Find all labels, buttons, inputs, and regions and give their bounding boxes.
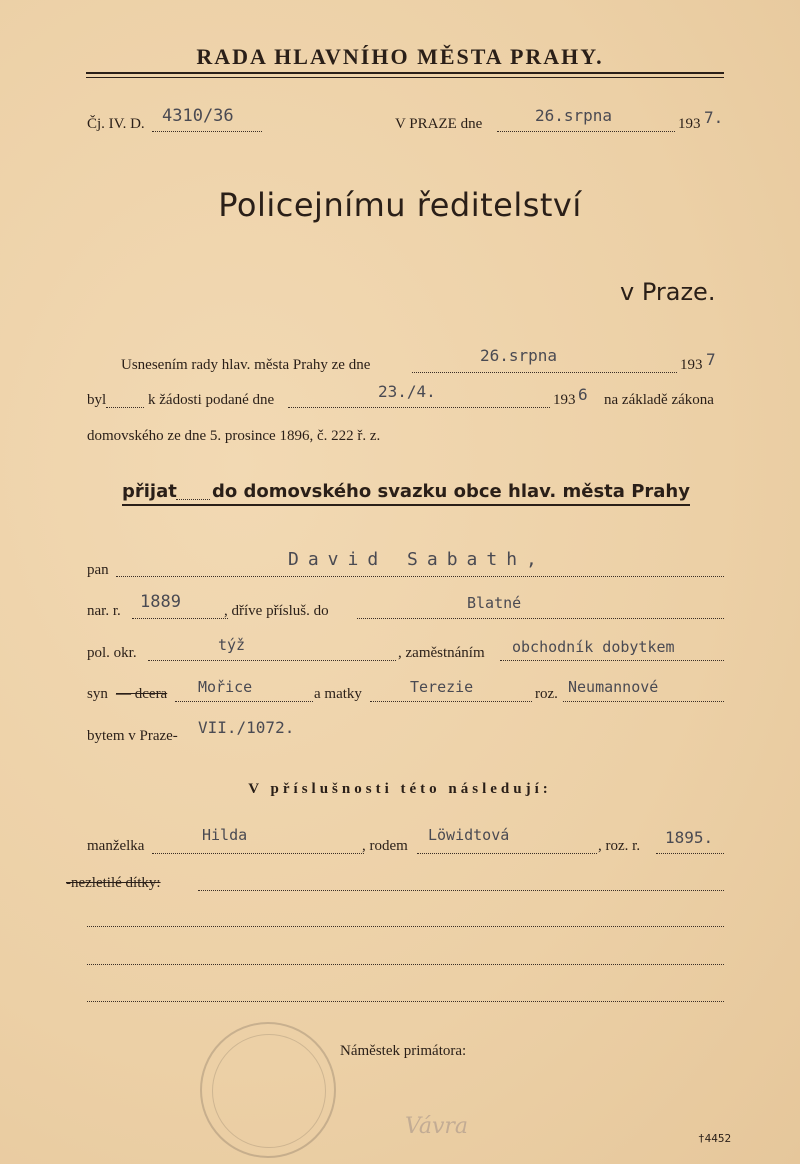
mother-maiden-name: Neumannové (568, 678, 659, 696)
district-label: pol. okr. (87, 645, 137, 661)
byl-label: byl (87, 392, 107, 408)
former-label: , dříve přísluš. do (224, 603, 329, 619)
born-year: 1889 (140, 592, 181, 612)
children-label: -nezletilé dítky: (66, 875, 161, 891)
ref-value: 4310/36 (162, 106, 234, 126)
place-label: V PRAZE dne (395, 116, 483, 132)
date-value: 26.srpna (535, 106, 613, 125)
signature: Vávra (405, 1114, 469, 1139)
residence-value: VII./1072. (198, 718, 295, 737)
request-year: 6 (578, 385, 588, 404)
law-line: domovského ze dne 5. prosince 1896, č. 222 ř. z. (87, 428, 381, 444)
official-seal (200, 1022, 336, 1158)
dependents-heading: V příslušnosti této následují: (248, 781, 552, 797)
mother-label: a matky (314, 686, 362, 702)
request-label: k žádosti podané dne (148, 392, 275, 408)
header-rule-2 (86, 77, 724, 78)
decision-underline (122, 504, 690, 506)
mother-name: Terezie (410, 678, 474, 696)
born-label: nar. r. (87, 603, 121, 619)
resolution-year: 7 (706, 350, 716, 369)
year-value: 7. (704, 108, 724, 127)
resolution-date: 26.srpna (480, 346, 558, 365)
father-name: Mořice (198, 678, 253, 696)
wife-born: 1895. (665, 828, 714, 847)
wife-maiden: Löwidtová (428, 826, 510, 844)
header-rule-1 (86, 72, 724, 74)
resolution-year-prefix: 193 (680, 357, 703, 373)
basis-label: na základě zákona (604, 392, 714, 408)
maiden-label: roz. (535, 686, 558, 702)
decision-rest: do domovského svazku obce hlav. města Prahy (212, 481, 690, 502)
wife-label: manželka (87, 838, 145, 854)
son-strike: — dcera (116, 686, 168, 702)
recipient-title: Policejnímu ředitelství (218, 186, 582, 224)
signatory-label: Náměstek primátora: (340, 1043, 467, 1059)
occupation-value: obchodník dobytkem (512, 638, 675, 656)
pan-label: pan (87, 562, 109, 578)
wife-name: Hilda (202, 826, 248, 844)
occupation-label: , zaměstnáním (398, 645, 485, 661)
son-label: syn (87, 686, 108, 702)
former-place: Blatné (467, 594, 522, 612)
request-date: 23./4. (378, 382, 436, 401)
wife-maiden-label: , rodem (362, 838, 408, 854)
district-value: týž (218, 636, 246, 654)
year-prefix: 193 (678, 116, 701, 132)
resolution-label: Usnesením rady hlav. města Prahy ze dne (121, 357, 371, 373)
request-year-prefix: 193 (553, 392, 576, 408)
form-number: †4452 (698, 1132, 732, 1145)
person-name: David Sabath, (288, 549, 546, 570)
authority-title: RADA HLAVNÍHO MĚSTA PRAHY. (196, 44, 604, 69)
decision-word: přijat (122, 481, 177, 502)
wife-born-label: , roz. r. (598, 838, 641, 854)
ref-label: Čj. IV. D. (87, 116, 145, 132)
recipient-city: v Praze. (620, 278, 716, 306)
residence-label: bytem v Praze- (87, 728, 178, 744)
